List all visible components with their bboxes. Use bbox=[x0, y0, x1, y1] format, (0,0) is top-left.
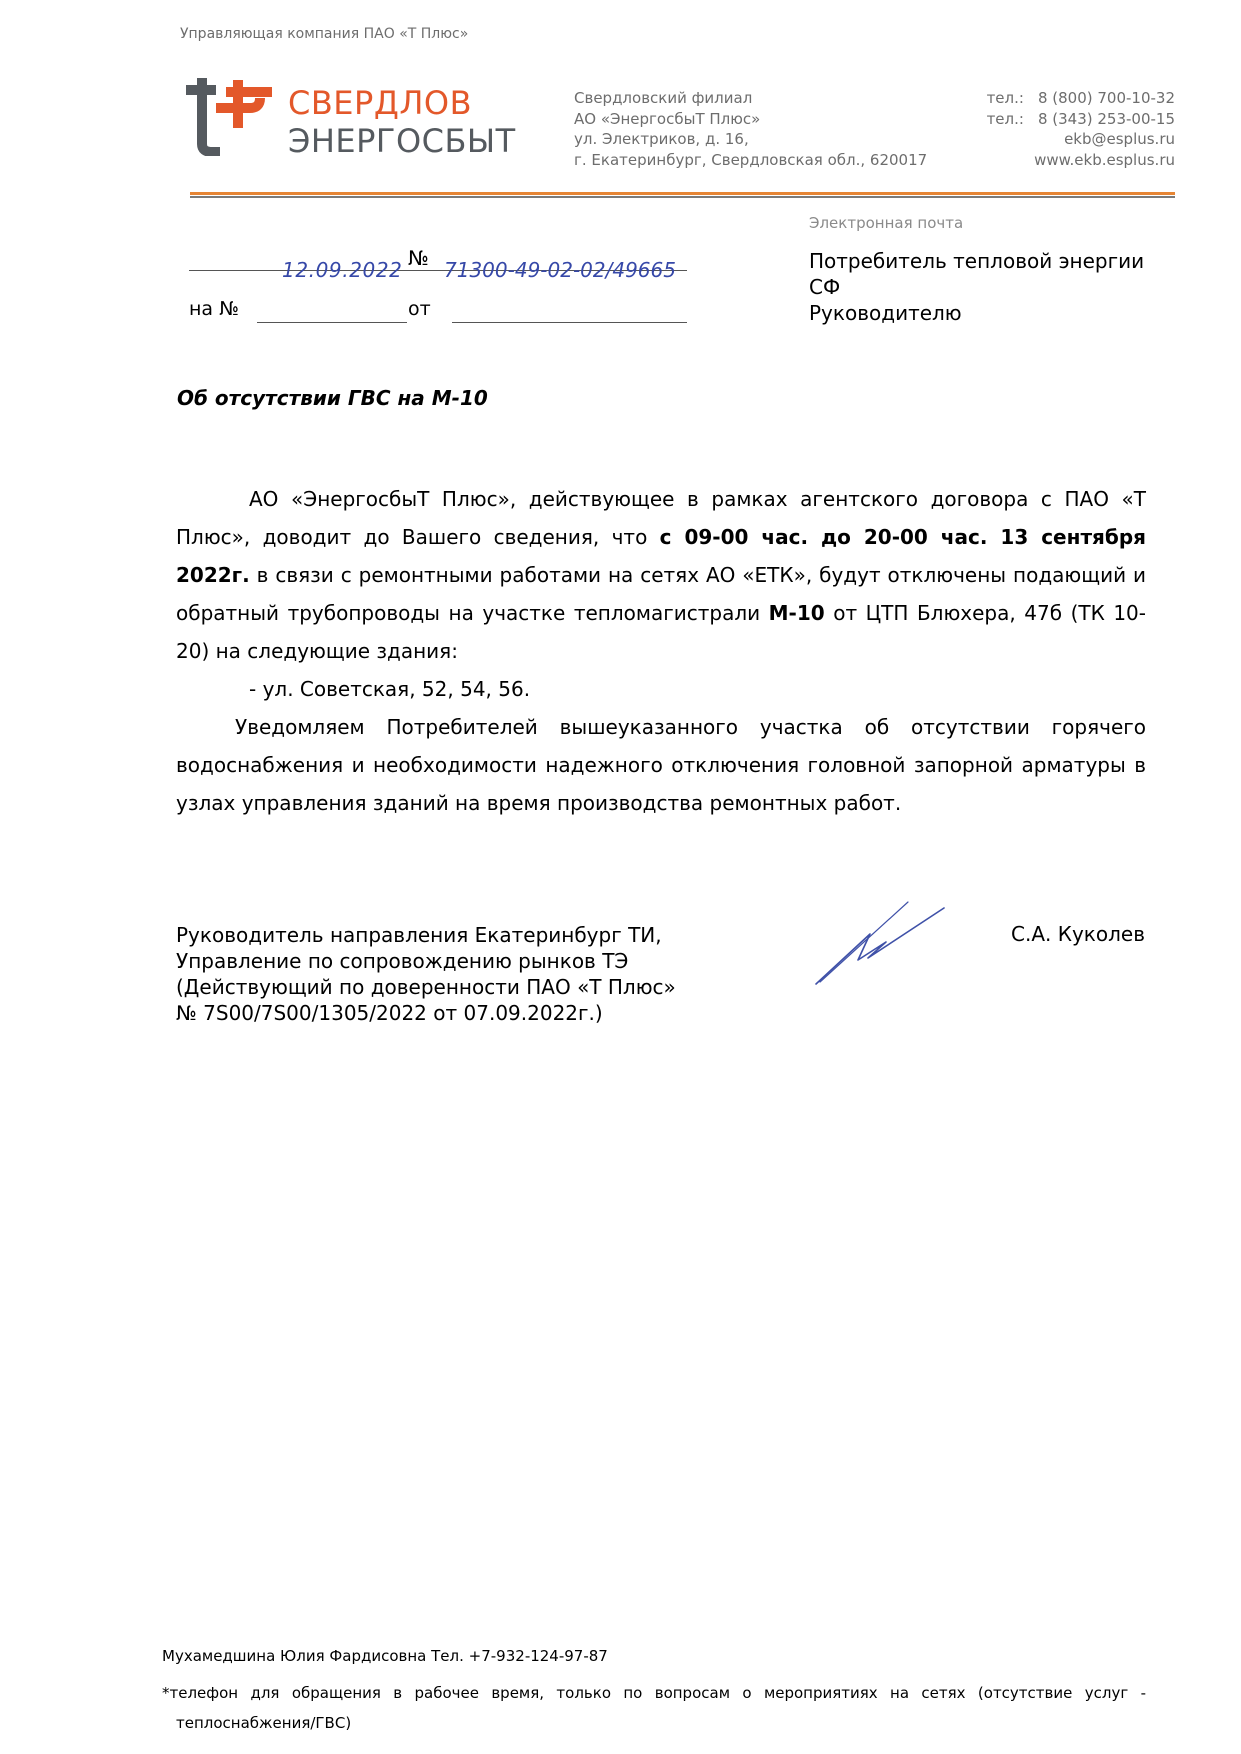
branch-line: АО «ЭнергосбыТ Плюс» bbox=[574, 109, 761, 128]
phone-label: тел.: bbox=[986, 109, 1024, 128]
company-logo-icon bbox=[180, 78, 276, 156]
email-address: ekb@esplus.ru bbox=[1064, 130, 1175, 148]
body-text: от ЦТП Блюхера, 47б (ТК 10-20) на следующие здания: bbox=[176, 601, 1146, 663]
website-address: www.ekb.esplus.ru bbox=[1034, 150, 1175, 169]
letter-subject: Об отсутствии ГВС на М-10 bbox=[177, 386, 488, 410]
phone-number: 8 (800) 700-10-32 bbox=[1037, 89, 1175, 107]
body-text: АО «ЭнергосбыТ Плюс», действующее в рамках агентского договора с ПАО «Т Плюс», доводит до Вашего сведения, что bbox=[176, 487, 1146, 549]
body-text: в связи с ремонтными работами на сетях АО «ЕТК», будут отключены подающий и обратный трубопроводы на участке тепломагистрали bbox=[176, 563, 1146, 625]
executor-contact: Мухамедшина Юлия Фардисовна Тел. +7-932-124-97-87 bbox=[162, 1647, 608, 1665]
logo-wordmark-top: СВЕРДЛОВ bbox=[288, 84, 473, 122]
signatory-position bbox=[176, 922, 676, 1026]
reply-date-blank bbox=[452, 322, 687, 323]
body-paragraph-1 bbox=[176, 480, 1146, 670]
footnote-line: теплоснабжения/ГВС) bbox=[176, 1714, 352, 1732]
reference-date: 12.09.2022 bbox=[282, 258, 403, 282]
position-line: Управление по сопровождению рынков ТЭ bbox=[176, 949, 629, 973]
logo-wordmark-bottom: ЭНЕРГОСБЫТ bbox=[288, 122, 516, 160]
affected-buildings-item: - ул. Советская, 52, 54, 56. bbox=[249, 677, 531, 701]
reply-number-label: на № bbox=[189, 298, 239, 320]
recipient-line: Потребитель тепловой энергии bbox=[809, 249, 1145, 273]
handwritten-signature-icon bbox=[810, 898, 950, 990]
contact-details bbox=[987, 88, 1175, 170]
recipient-line: Руководителю bbox=[809, 301, 962, 325]
management-company-caption: Управляющая компания ПАО «Т Плюс» bbox=[180, 26, 469, 42]
signer-name: С.А. Куколев bbox=[1011, 922, 1145, 946]
phone-line-2 bbox=[987, 109, 1175, 130]
header-rule-orange bbox=[190, 192, 1175, 195]
branch-line: г. Екатеринбург, Свердловская обл., 620017 bbox=[574, 150, 928, 169]
position-line: № 7S00/7S00/1305/2022 от 07.09.2022г.) bbox=[176, 1001, 603, 1025]
letter-body bbox=[176, 480, 1146, 822]
pipeline-name: М-10 bbox=[768, 601, 825, 625]
reference-number-label: № bbox=[408, 246, 429, 270]
reply-number-blank bbox=[257, 322, 407, 323]
reply-date-label: от bbox=[408, 298, 431, 320]
phone-line-1 bbox=[987, 88, 1175, 109]
recipient-line: СФ bbox=[809, 275, 841, 299]
phone-number: 8 (343) 253-00-15 bbox=[1037, 109, 1175, 128]
branch-address bbox=[574, 88, 927, 170]
outage-period: с 09-00 час. до 20-00 час. 13 сентября 2022г. bbox=[176, 525, 1147, 587]
header-rule-grey bbox=[190, 196, 1175, 198]
branch-line: Свердловский филиал bbox=[574, 89, 753, 107]
position-line: Руководитель направления Екатеринбург ТИ, bbox=[176, 923, 662, 947]
branch-line: ул. Электриков, д. 16, bbox=[574, 130, 749, 148]
reference-number: 71300-49-02-02/49665 bbox=[444, 258, 676, 282]
phone-label: тел.: bbox=[986, 89, 1024, 107]
delivery-method-label: Электронная почта bbox=[809, 214, 964, 232]
footnote bbox=[162, 1678, 1146, 1738]
recipient-block bbox=[809, 248, 1144, 326]
footnote-line: *телефон для обращения в рабочее время, только по вопросам о мероприятиях на сетях (отсутствие услуг - bbox=[162, 1684, 1146, 1702]
position-line: (Действующий по доверенности ПАО «Т Плюс» bbox=[176, 975, 676, 999]
body-paragraph-2: Уведомляем Потребителей вышеуказанного участка об отсутствии горячего водоснабжения и необходимости надежного отключения головной запорной арматуры в узлах управления зданий на время производства ремонтных работ. bbox=[176, 715, 1146, 815]
